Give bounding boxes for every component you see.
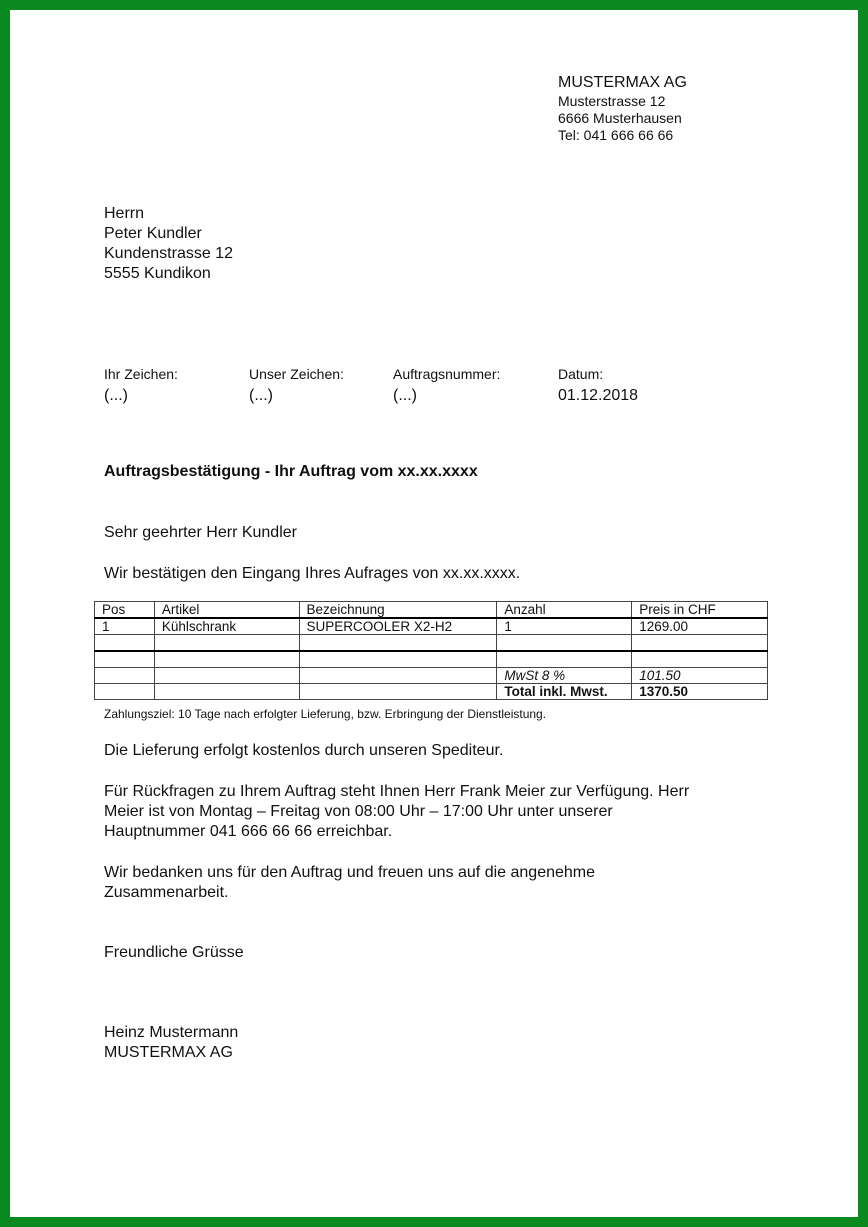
total-value: 1370.50 <box>632 684 768 700</box>
total-label: Total inkl. Mwst. <box>497 684 632 700</box>
header-preis: Preis in CHF <box>632 602 768 619</box>
subject-line: Auftragsbestätigung - Ihr Auftrag vom xx.xx.xxxx <box>104 463 478 480</box>
ref-ihr-zeichen <box>104 366 178 406</box>
auftragsnummer-label: Auftragsnummer: <box>393 366 501 382</box>
cell-preis: 1269.00 <box>632 618 768 635</box>
thanks-paragraph <box>104 863 595 903</box>
sender-company: MUSTERMAX AG <box>558 74 687 91</box>
ref-unser-zeichen <box>249 366 344 406</box>
cell-anzahl: 1 <box>497 618 632 635</box>
thanks-line: Wir bedanken uns für den Auftrag und freuen uns auf die angenehme <box>104 864 596 881</box>
header-bezeichnung: Bezeichnung <box>299 602 497 619</box>
datum-value: 01.12.2018 <box>558 387 639 404</box>
delivery-text: Die Lieferung erfolgt kostenlos durch unseren Spediteur. <box>104 742 504 759</box>
contact-line: Hauptnummer 041 666 66 66 erreichbar. <box>104 823 393 840</box>
header-artikel: Artikel <box>154 602 299 619</box>
sender-city: 6666 Musterhausen <box>558 110 682 126</box>
signature-name: Heinz Mustermann <box>104 1024 239 1041</box>
auftragsnummer-value: (...) <box>393 387 417 404</box>
total-row <box>95 684 768 700</box>
signature-block <box>104 1023 238 1063</box>
payment-note: Zahlungsziel: 10 Tage nach erfolgter Lieferung, bzw. Erbringung der Dienstleistung. <box>104 707 547 721</box>
closing: Freundliche Grüsse <box>104 944 244 961</box>
cell-artikel: Kühlschrank <box>154 618 299 635</box>
contact-line: Meier ist von Montag – Freitag von 08:00 Uhr – 17:00 Uhr unter unserer <box>104 803 613 820</box>
greeting: Sehr geehrter Herr Kundler <box>104 524 297 541</box>
recipient-street: Kundenstrasse 12 <box>104 245 233 262</box>
sender-phone: Tel: 041 666 66 66 <box>558 127 674 143</box>
header-anzahl: Anzahl <box>497 602 632 619</box>
contact-paragraph <box>104 782 689 842</box>
table-row-empty <box>95 635 768 652</box>
cell-pos: 1 <box>95 618 155 635</box>
ihr-zeichen-value: (...) <box>104 387 128 404</box>
unser-zeichen-value: (...) <box>249 387 273 404</box>
thanks-line: Zusammenarbeit. <box>104 884 229 901</box>
recipient-salutation: Herrn <box>104 205 145 222</box>
table-row-empty <box>95 651 768 668</box>
ref-auftragsnummer <box>393 366 500 406</box>
unser-zeichen-label: Unser Zeichen: <box>249 366 344 382</box>
table-row <box>95 618 768 635</box>
cell-bezeichnung: SUPERCOOLER X2-H2 <box>299 618 497 635</box>
vat-value: 101.50 <box>632 668 768 684</box>
recipient-city: 5555 Kundikon <box>104 265 211 282</box>
ihr-zeichen-label: Ihr Zeichen: <box>104 366 178 382</box>
intro-text: Wir bestätigen den Eingang Ihres Aufrages von xx.xx.xxxx. <box>104 565 521 582</box>
order-table <box>94 601 768 700</box>
sender-street: Musterstrasse 12 <box>558 93 666 109</box>
recipient-name: Peter Kundler <box>104 225 202 242</box>
vat-label: MwSt 8 % <box>497 668 632 684</box>
contact-line: Für Rückfragen zu Ihrem Auftrag steht Ihnen Herr Frank Meier zur Verfügung. Herr <box>104 783 690 800</box>
sender-address <box>558 73 687 144</box>
vat-row <box>95 668 768 684</box>
letter-page <box>10 10 858 1217</box>
ref-datum <box>558 366 638 406</box>
table-header-row <box>95 602 768 619</box>
signature-company: MUSTERMAX AG <box>104 1044 233 1061</box>
header-pos: Pos <box>95 602 155 619</box>
recipient-address <box>104 204 233 284</box>
datum-label: Datum: <box>558 366 604 382</box>
